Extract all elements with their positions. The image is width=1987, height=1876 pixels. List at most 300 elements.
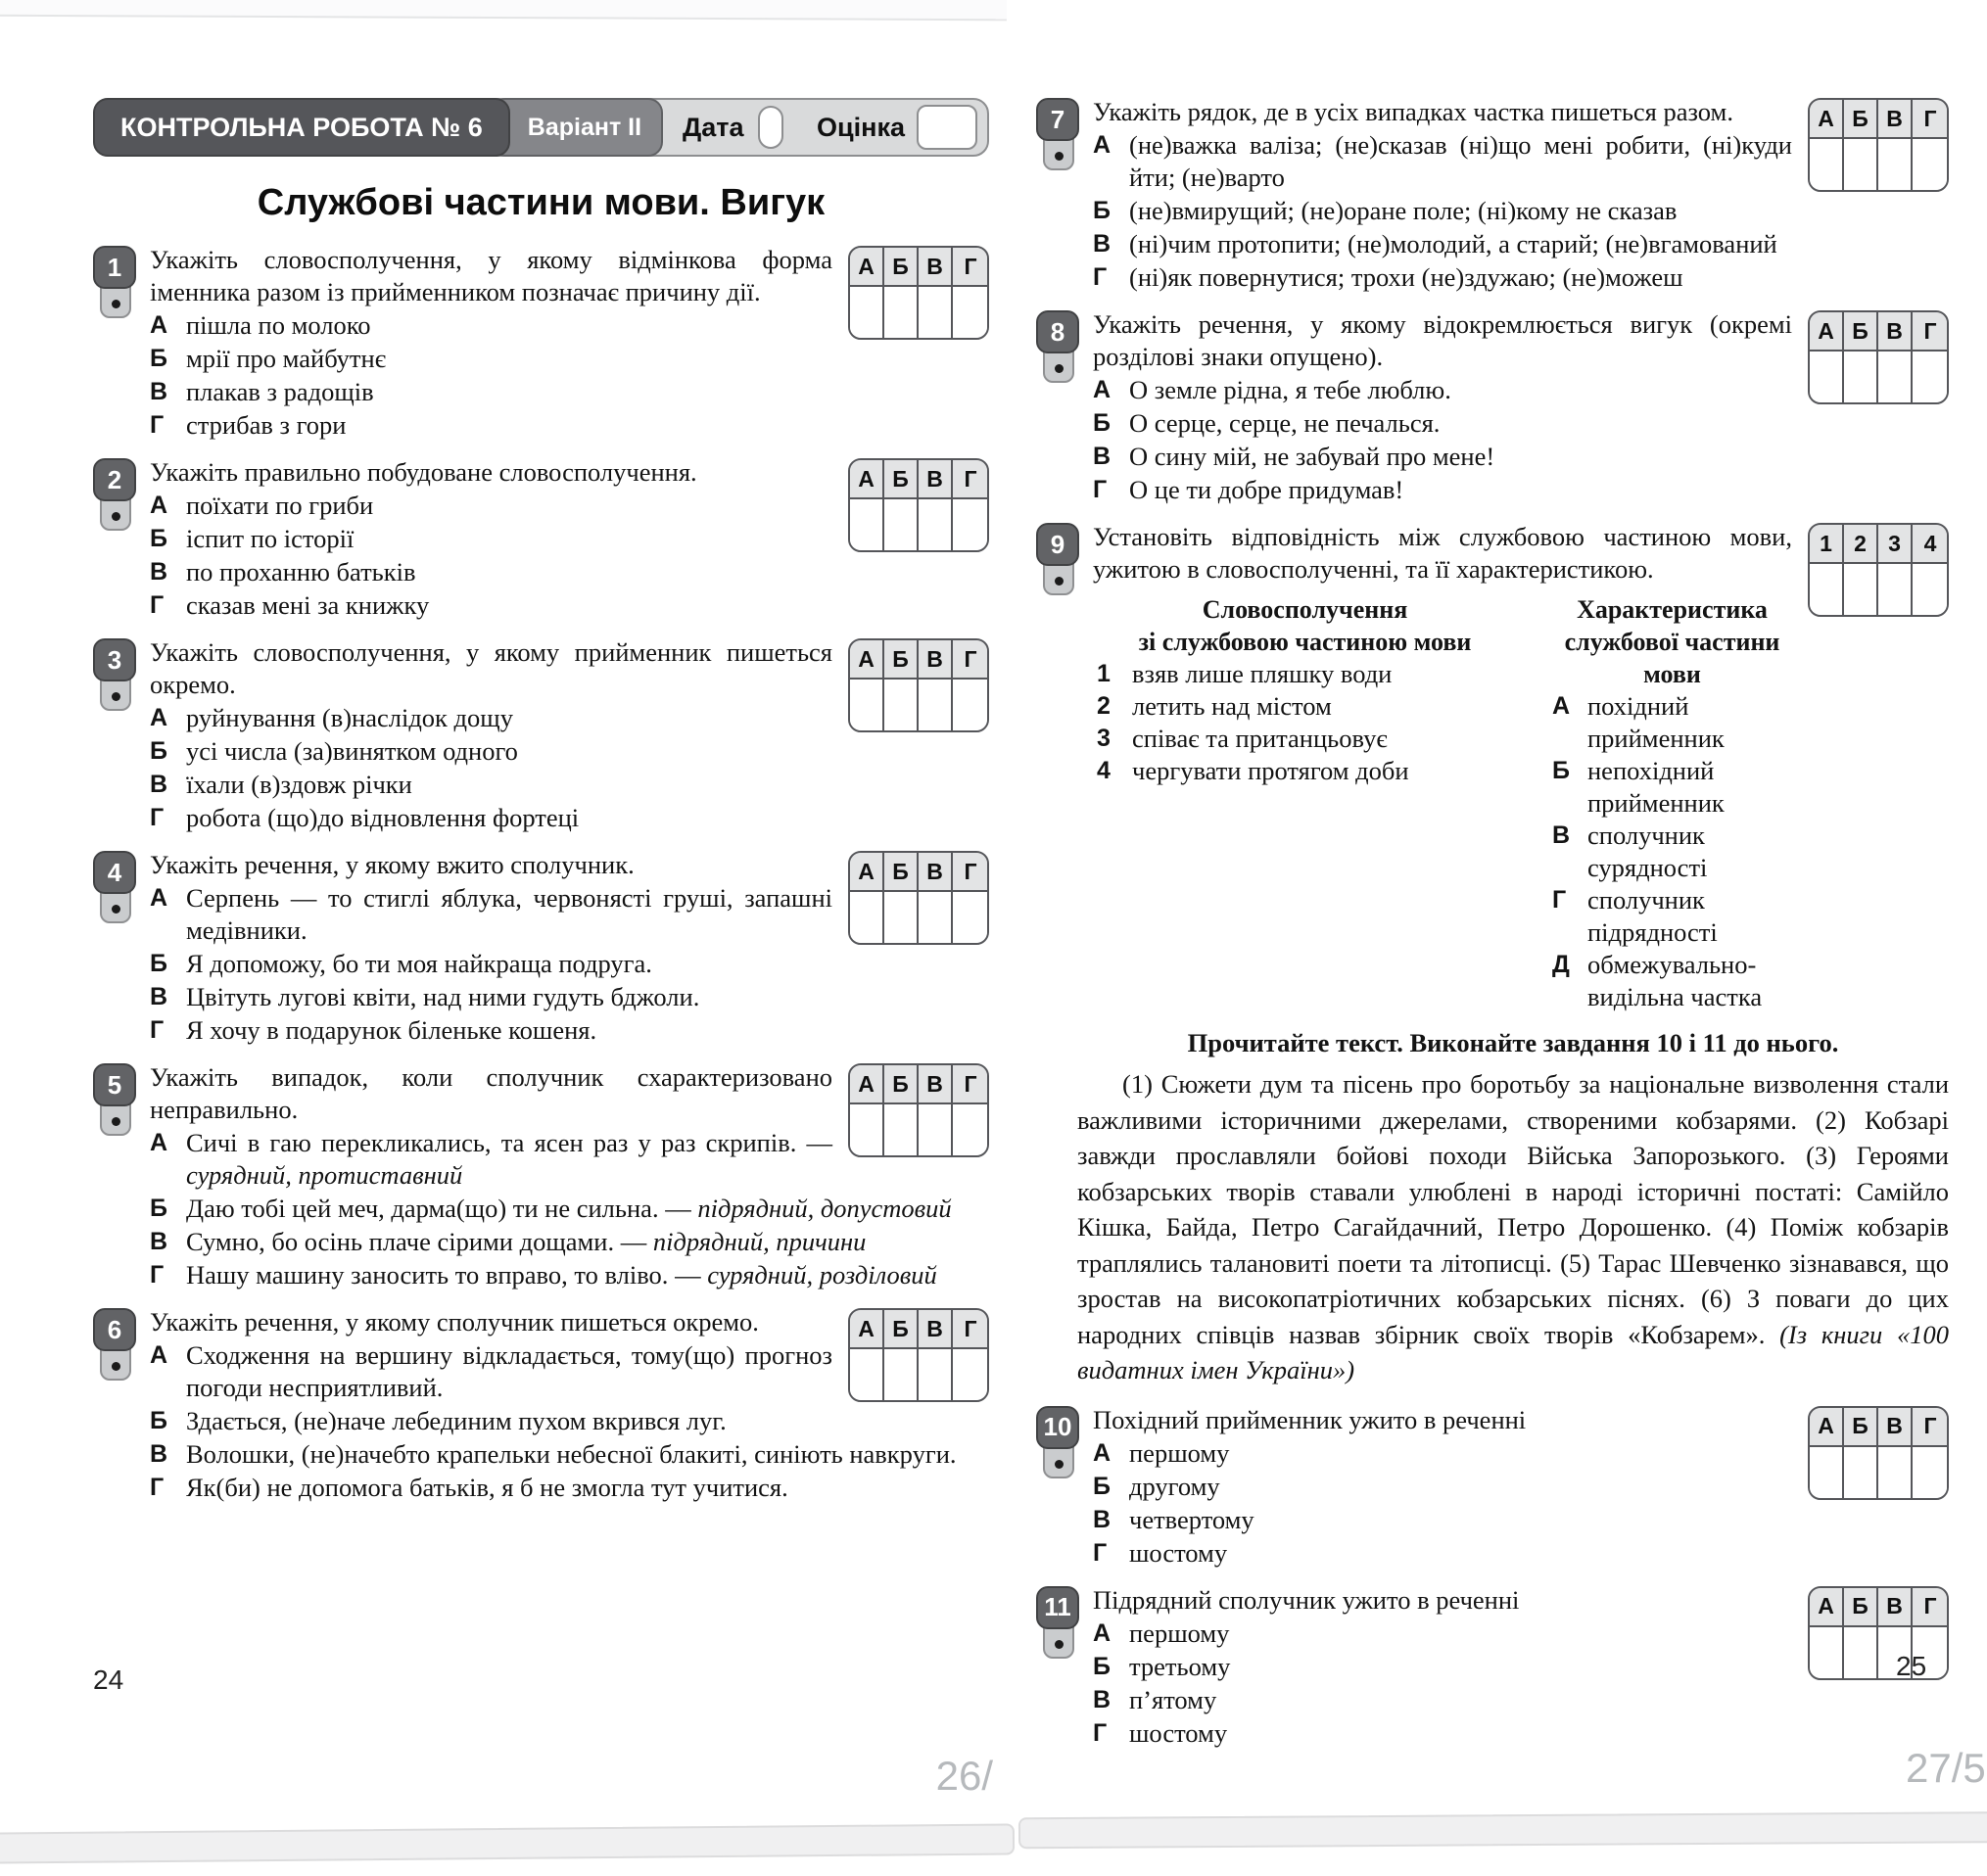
question-block (93, 1306, 989, 1504)
option-letter: Б (150, 345, 167, 372)
option-letter: Г (150, 1016, 165, 1044)
option-row (150, 1193, 989, 1225)
next-page-top-edge-right (1018, 1811, 1987, 1850)
option-letter: Б (150, 1195, 167, 1222)
matching-item-text: летить над містом (1132, 691, 1332, 721)
question-number-badge (93, 456, 138, 622)
matching-column-title: службової частини мови (1564, 628, 1780, 688)
matching-item-text: обмежувально-видільна частка (1587, 950, 1763, 1011)
answer-grid-input-cell[interactable] (884, 892, 919, 943)
question-stem: Укажіть речення, у якому вжито сполучник. (150, 850, 635, 879)
answer-grid-body-row (850, 1349, 987, 1400)
answer-grid-body-row (850, 287, 987, 338)
option-letter: А (150, 1341, 168, 1369)
question-number-badge (93, 1061, 138, 1291)
answer-grid (848, 458, 989, 552)
option-row (1093, 441, 1949, 473)
previous-page-bottom-edge (0, 0, 1007, 21)
matching-item-text: взяв лише пляшку води (1132, 659, 1393, 688)
next-page-top-edge-left (0, 1823, 1015, 1863)
answer-grid-input-cell[interactable] (1810, 564, 1844, 615)
question-block (93, 1061, 989, 1291)
answer-grid-input-cell[interactable] (884, 1104, 919, 1155)
reading-source: (Із книги «100 видатних імен України») (1077, 1319, 1949, 1384)
answer-grid-header-cell: А (850, 248, 884, 287)
option-letter: А (150, 704, 168, 731)
option-row (150, 309, 832, 342)
exam-header-bar (93, 98, 989, 157)
answer-grid-header-cell: В (919, 248, 953, 287)
question-number-badge (1036, 521, 1081, 1013)
answer-grid-input-cell[interactable] (1844, 1447, 1878, 1498)
option-italic-note: підрядний, допустовий (697, 1194, 952, 1223)
option-row (150, 556, 832, 588)
option-letter: А (150, 492, 168, 519)
option-text: О це ти добре придумав! (1129, 475, 1404, 504)
option-letter: Г (1093, 476, 1108, 503)
answer-grid-input-cell[interactable] (1878, 1447, 1913, 1498)
option-row (1093, 407, 1792, 440)
option-text: іспит по історії (186, 524, 355, 553)
option-letter: В (1093, 1685, 1112, 1713)
option-letter: Б (1093, 1472, 1111, 1500)
answer-grid-input-cell[interactable] (1878, 352, 1913, 402)
question-number-badge (1036, 1584, 1081, 1750)
option-text: Волошки, (не)начебто крапельки небесної блакиті, синіють навкруги. (186, 1439, 957, 1469)
option-text: четвертому (1129, 1504, 1254, 1534)
question-number-badge (93, 1306, 138, 1504)
answer-grid-header-cell: Г (953, 853, 988, 892)
exam-title-pill: КОНТРОЛЬНА РОБОТА № 6 (93, 98, 510, 157)
option-row (1093, 374, 1792, 406)
option-row (150, 802, 989, 834)
answer-grid-input-cell[interactable] (884, 680, 919, 730)
option-row (150, 1339, 832, 1404)
answer-grid-header-cell: Г (1913, 1408, 1948, 1447)
reading-paragraph (1077, 1066, 1949, 1388)
option-text: Цвітуть лугові квіти, над ними гудуть бджоли. (186, 982, 700, 1011)
option-text: (не)важка валіза; (не)сказав (ні)що мені робити, (ні)куди йти; (не)варто (1129, 130, 1792, 192)
answer-grid-header-row (1810, 1408, 1947, 1447)
option-letter: Б (150, 525, 167, 552)
question-stem: Укажіть рядок, де в усіх випадках частка пишеться разом. (1093, 97, 1733, 126)
answer-grid-header-cell: Г (953, 1065, 988, 1104)
bullet-dot-icon (1055, 577, 1064, 586)
answer-grid-header-cell: 4 (1913, 525, 1948, 564)
option-letter: Г (1093, 1538, 1108, 1567)
question-number: 9 (1036, 523, 1079, 566)
answer-grid-input-cell[interactable] (1844, 564, 1878, 615)
answer-grid (848, 1308, 989, 1402)
question-block (93, 244, 989, 442)
option-row (150, 1226, 989, 1258)
option-letter: А (1093, 376, 1112, 403)
bullet-dot-icon (1055, 1460, 1064, 1469)
answer-grid-header-cell: А (850, 1065, 884, 1104)
question-body (1093, 96, 1949, 294)
answer-grid-input-cell[interactable] (919, 499, 953, 550)
answer-grid (848, 246, 989, 340)
option-text: О сину мій, не забувай про мене! (1129, 442, 1495, 471)
answer-grid-input-cell[interactable] (953, 1104, 988, 1155)
matching-item (1097, 658, 1513, 690)
matching-item-key: 1 (1097, 660, 1111, 687)
option-text: першому (1129, 1437, 1230, 1468)
answer-grid-input-cell[interactable] (850, 1104, 884, 1155)
matching-item-text: сполучник підрядності (1587, 885, 1718, 947)
answer-grid-header-cell: В (1878, 1408, 1913, 1447)
option-letter: А (1093, 1438, 1112, 1467)
answer-grid-header-cell: В (919, 640, 953, 680)
question-block (1036, 521, 1949, 1013)
option-row (1093, 129, 1792, 194)
option-text: Нашу машину заносить то вправо, то вліво. — сурядний, розділовий (186, 1260, 937, 1290)
option-letter: Б (150, 737, 167, 765)
answer-grid-input-cell[interactable] (850, 499, 884, 550)
answer-grid-header-cell: Г (953, 1310, 988, 1349)
answer-grid-header-row (850, 853, 987, 892)
matching-column-right (1552, 593, 1792, 1013)
answer-grid (1808, 523, 1949, 617)
questions-right-page-bottom (1036, 1404, 1949, 1750)
answer-grid-input-cell[interactable] (1810, 352, 1844, 402)
matching-item-key: 2 (1097, 692, 1111, 720)
option-row (150, 882, 832, 947)
option-row (150, 1472, 989, 1504)
matching-column-title: Словосполучення (1202, 595, 1408, 624)
answer-grid-header-cell: Б (884, 1065, 919, 1104)
option-text: плакав з радощів (186, 377, 374, 406)
option-text: Я допоможу, бо ти моя найкраща подруга. (186, 949, 652, 978)
answer-grid-header-row (1810, 312, 1947, 352)
answer-grid-input-cell[interactable] (953, 892, 988, 943)
option-text: Сходження на вершину відкладається, тому(що) прогноз погоди несприятливий. (186, 1340, 832, 1402)
answer-grid-input-cell[interactable] (1913, 1447, 1948, 1498)
question-body (150, 636, 989, 834)
answer-grid-header-cell: В (1878, 312, 1913, 352)
answer-grid-header-row (1810, 100, 1947, 139)
answer-grid-input-cell[interactable] (850, 287, 884, 338)
answer-grid-input-cell[interactable] (1810, 139, 1844, 190)
option-text: їхали (в)здовж річки (186, 770, 412, 799)
reading-passage (1077, 1028, 1949, 1388)
option-row (1093, 1717, 1949, 1750)
option-letter: В (1093, 443, 1112, 470)
matching-item (1552, 884, 1792, 949)
option-letter: Г (150, 1474, 165, 1501)
answer-grid-header-row (1810, 525, 1947, 564)
answer-grid-header-row (850, 248, 987, 287)
option-letter: А (150, 311, 168, 339)
option-row (150, 702, 832, 734)
question-block (93, 849, 989, 1047)
option-text: поїхати по гриби (186, 491, 374, 520)
option-row (150, 1259, 989, 1291)
option-italic-note: сурядний, протиставний (186, 1160, 463, 1190)
question-number: 7 (1036, 98, 1079, 141)
option-letter: В (150, 378, 168, 405)
answer-grid-input-cell[interactable] (884, 1349, 919, 1400)
answer-grid-header-cell: А (1810, 312, 1844, 352)
option-text: О земле рідна, я тебе люблю. (1129, 375, 1451, 404)
option-text: другому (1129, 1471, 1220, 1501)
question-number: 1 (93, 246, 136, 289)
option-row (1093, 228, 1949, 260)
option-row (150, 1438, 989, 1471)
answer-grid-input-cell[interactable] (850, 680, 884, 730)
option-letter: Г (1093, 1718, 1108, 1747)
matching-item-text: співає та пританцьовує (1132, 724, 1388, 753)
answer-grid-header-cell: А (1810, 1588, 1844, 1627)
answer-grid-input-cell[interactable] (1913, 139, 1948, 190)
question-body (150, 456, 989, 622)
answer-grid-body-row (1810, 352, 1947, 402)
matching-column-title: Характеристика (1577, 595, 1768, 624)
answer-grid-header-cell: В (1878, 1588, 1913, 1627)
answer-grid-input-cell[interactable] (1810, 1447, 1844, 1498)
answer-grid-input-cell[interactable] (953, 499, 988, 550)
answer-grid-header-cell: А (850, 640, 884, 680)
answer-grid-header-cell: 3 (1878, 525, 1913, 564)
page-scan-indicator-right: 27/5 (1906, 1745, 1986, 1791)
bullet-dot-icon (1055, 364, 1064, 373)
matching-item-key: Д (1552, 951, 1570, 978)
question-number-badge (1036, 96, 1081, 294)
answer-grid-header-row (850, 460, 987, 499)
option-row (150, 1127, 832, 1192)
answer-grid-header-row (850, 1065, 987, 1104)
question-body (1093, 1584, 1949, 1750)
option-letter: Г (150, 411, 165, 439)
matching-column-title: зі службовою частиною мови (1138, 628, 1472, 656)
option-row (150, 1405, 832, 1437)
answer-grid-input-cell[interactable] (1844, 352, 1878, 402)
question-stem: Укажіть випадок, коли сполучник схарактеризовано неправильно. (150, 1062, 832, 1124)
answer-grid-header-row (850, 1310, 987, 1349)
question-block (1036, 1584, 1949, 1750)
question-number: 3 (93, 638, 136, 681)
answer-grid-header-cell: Г (1913, 1588, 1948, 1627)
answer-grid-input-cell[interactable] (1913, 352, 1948, 402)
answer-grid-input-cell[interactable] (1878, 564, 1913, 615)
matching-item-text: непохідний прийменник (1587, 756, 1725, 818)
question-block (93, 456, 989, 622)
bullet-dot-icon (1055, 1640, 1064, 1649)
question-number: 6 (93, 1308, 136, 1351)
option-letter: Б (1093, 409, 1111, 437)
answer-grid-header-cell: Б (1844, 1588, 1878, 1627)
option-letter: Б (1093, 197, 1111, 224)
option-row (150, 490, 832, 522)
answer-grid-body-row (850, 892, 987, 943)
answer-grid-input-cell[interactable] (919, 287, 953, 338)
answer-grid-body-row (1810, 1447, 1947, 1498)
option-row (1093, 1651, 1792, 1683)
answer-grid-header-cell: 2 (1844, 525, 1878, 564)
variant-pill: Варіант II (491, 98, 663, 157)
option-letter: В (150, 1440, 168, 1468)
reading-intro: Прочитайте текст. Виконайте завдання 10 і 11 до нього. (1187, 1028, 1839, 1057)
question-body (150, 849, 989, 1047)
bullet-dot-icon (1055, 152, 1064, 161)
answer-grid-input-cell[interactable] (1913, 564, 1948, 615)
answer-grid-input-cell[interactable] (919, 1104, 953, 1155)
option-row (150, 735, 832, 768)
answer-grid (1808, 1406, 1949, 1500)
option-letter: Г (1093, 263, 1108, 291)
answer-grid-header-cell: Б (1844, 100, 1878, 139)
matching-item-key: В (1552, 821, 1571, 849)
option-letter: В (150, 1228, 168, 1255)
question-number-badge (1036, 1404, 1081, 1570)
question-body (1093, 521, 1949, 1013)
bullet-dot-icon (112, 300, 120, 308)
answer-grid-header-cell: Г (953, 460, 988, 499)
option-row (150, 523, 832, 555)
answer-grid-input-cell[interactable] (884, 499, 919, 550)
answer-grid-body-row (1810, 139, 1947, 190)
grade-label: Оцінка (817, 112, 905, 142)
answer-grid-header-cell: 1 (1810, 525, 1844, 564)
matching-item (1097, 723, 1513, 755)
answer-grid-header-cell: А (850, 853, 884, 892)
option-text: (ні)як повернутися; трохи (не)здужаю; (не)можеш (1129, 262, 1683, 292)
answer-grid-header-cell: Б (884, 248, 919, 287)
bullet-dot-icon (112, 512, 120, 521)
option-letter: Г (150, 804, 165, 831)
question-number-badge (93, 636, 138, 834)
answer-grid (848, 638, 989, 732)
option-text: пішла по молоко (186, 310, 371, 340)
matching-item-key: 4 (1097, 757, 1111, 784)
answer-grid-header-cell: В (919, 1065, 953, 1104)
page-number-left: 24 (93, 1665, 124, 1695)
page-scan-indicator-left: 26/ (935, 1753, 993, 1799)
option-text: третьому (1129, 1651, 1231, 1681)
option-row (150, 948, 832, 980)
date-label: Дата (683, 112, 744, 142)
question-block (1036, 1404, 1949, 1570)
answer-grid-input-cell[interactable] (1810, 1627, 1844, 1678)
answer-grid-input-cell[interactable] (1844, 1627, 1878, 1678)
answer-grid-body-row (850, 680, 987, 730)
question-body (150, 244, 989, 442)
matching-item-key: Г (1552, 886, 1567, 914)
answer-grid-input-cell[interactable] (919, 1349, 953, 1400)
answer-grid-input-cell[interactable] (953, 287, 988, 338)
grade-input-box[interactable] (917, 105, 977, 150)
answer-grid-input-cell[interactable] (953, 680, 988, 730)
answer-grid-header-cell: А (850, 460, 884, 499)
answer-grid-input-cell[interactable] (850, 892, 884, 943)
answer-grid-body-row (1810, 564, 1947, 615)
answer-grid-header-cell: Б (884, 640, 919, 680)
matching-column-left (1097, 593, 1513, 1013)
option-text: шостому (1129, 1717, 1228, 1748)
question-number: 2 (93, 458, 136, 501)
question-stem: Похідний прийменник ужито в реченні (1093, 1404, 1527, 1434)
option-italic-note: сурядний, розділовий (707, 1260, 937, 1290)
option-letter: А (150, 884, 168, 912)
answer-grid-input-cell[interactable] (919, 892, 953, 943)
question-number-badge (1036, 308, 1081, 506)
answer-grid-header-cell: Г (1913, 100, 1948, 139)
answer-grid-header-cell: Г (953, 248, 988, 287)
question-number: 11 (1036, 1586, 1079, 1629)
option-row (150, 769, 989, 801)
bullet-dot-icon (112, 1117, 120, 1126)
matching-item (1097, 755, 1513, 787)
answer-grid-input-cell[interactable] (1878, 139, 1913, 190)
option-text: мрії про майбутнє (186, 344, 387, 373)
answer-grid-body-row (850, 1104, 987, 1155)
question-number-badge (93, 849, 138, 1047)
option-text: Сумно, бо осінь плаче сірими дощами. — підрядний, причини (186, 1227, 867, 1256)
matching-item (1552, 949, 1792, 1013)
answer-grid-input-cell[interactable] (884, 287, 919, 338)
answer-grid-body-row (850, 499, 987, 550)
page-24-column (93, 98, 989, 1519)
option-text: робота (що)до відновлення фортеці (186, 803, 580, 832)
option-row (1093, 1684, 1792, 1716)
answer-grid-header-cell: Б (1844, 1408, 1878, 1447)
option-text: Сичі в гаю перекликались, та ясен раз у раз скрипів. — сурядний, протиставний (186, 1128, 833, 1190)
option-letter: В (1093, 230, 1112, 258)
answer-grid-input-cell[interactable] (850, 1349, 884, 1400)
option-text: (ні)чим протопити; (не)молодий, а старий; (не)вгамований (1129, 229, 1777, 258)
option-letter: Б (150, 950, 167, 977)
answer-grid-header-cell: В (919, 460, 953, 499)
answer-grid-input-cell[interactable] (1844, 139, 1878, 190)
option-letter: В (1093, 1505, 1112, 1533)
option-letter: В (150, 983, 168, 1010)
answer-grid-header-cell: А (1810, 1408, 1844, 1447)
option-text: шостому (1129, 1537, 1228, 1568)
option-text: п’ятому (1129, 1684, 1217, 1714)
question-number: 10 (1036, 1406, 1079, 1449)
answer-grid-header-cell: Г (1913, 312, 1948, 352)
matching-item-text: чергувати протягом доби (1132, 756, 1409, 785)
matching-item-key: А (1552, 692, 1571, 720)
option-text: Як(би) не допомога батьків, я б не змогла тут учитися. (186, 1473, 788, 1502)
answer-grid-header-cell: Б (884, 460, 919, 499)
question-body (1093, 308, 1949, 506)
option-row (1093, 1437, 1792, 1470)
page-title: Службові частини мови. Вигук (257, 182, 826, 223)
date-input-field[interactable] (758, 106, 784, 149)
matching-columns (1093, 593, 1792, 1013)
question-block (93, 636, 989, 834)
option-text: (не)вмирущий; (не)оране поле; (ні)кому не сказав (1129, 196, 1678, 225)
answer-grid-input-cell[interactable] (919, 680, 953, 730)
answer-grid-header-cell: Б (1844, 312, 1878, 352)
option-row (150, 589, 989, 622)
question-stem: Укажіть словосполучення, у якому відмінкова форма іменника разом із прийменником позначає причину дії. (150, 245, 832, 306)
option-row (150, 981, 989, 1013)
option-text: по проханню батьків (186, 557, 416, 586)
questions-right-page-top (1036, 96, 1949, 1013)
answer-grid-input-cell[interactable] (953, 1349, 988, 1400)
option-text: руйнування (в)наслідок дощу (186, 703, 513, 732)
option-row (150, 376, 989, 408)
option-row (1093, 1618, 1792, 1650)
answer-grid (1808, 1586, 1949, 1680)
matching-item (1552, 755, 1792, 820)
answer-grid-header-cell: В (919, 1310, 953, 1349)
option-text: Даю тобі цей меч, дарма(що) ти не сильна. — підрядний, допустовий (186, 1194, 952, 1223)
option-text: Здається, (не)наче лебединим пухом вкрився луг. (186, 1406, 727, 1435)
option-row (150, 409, 989, 442)
